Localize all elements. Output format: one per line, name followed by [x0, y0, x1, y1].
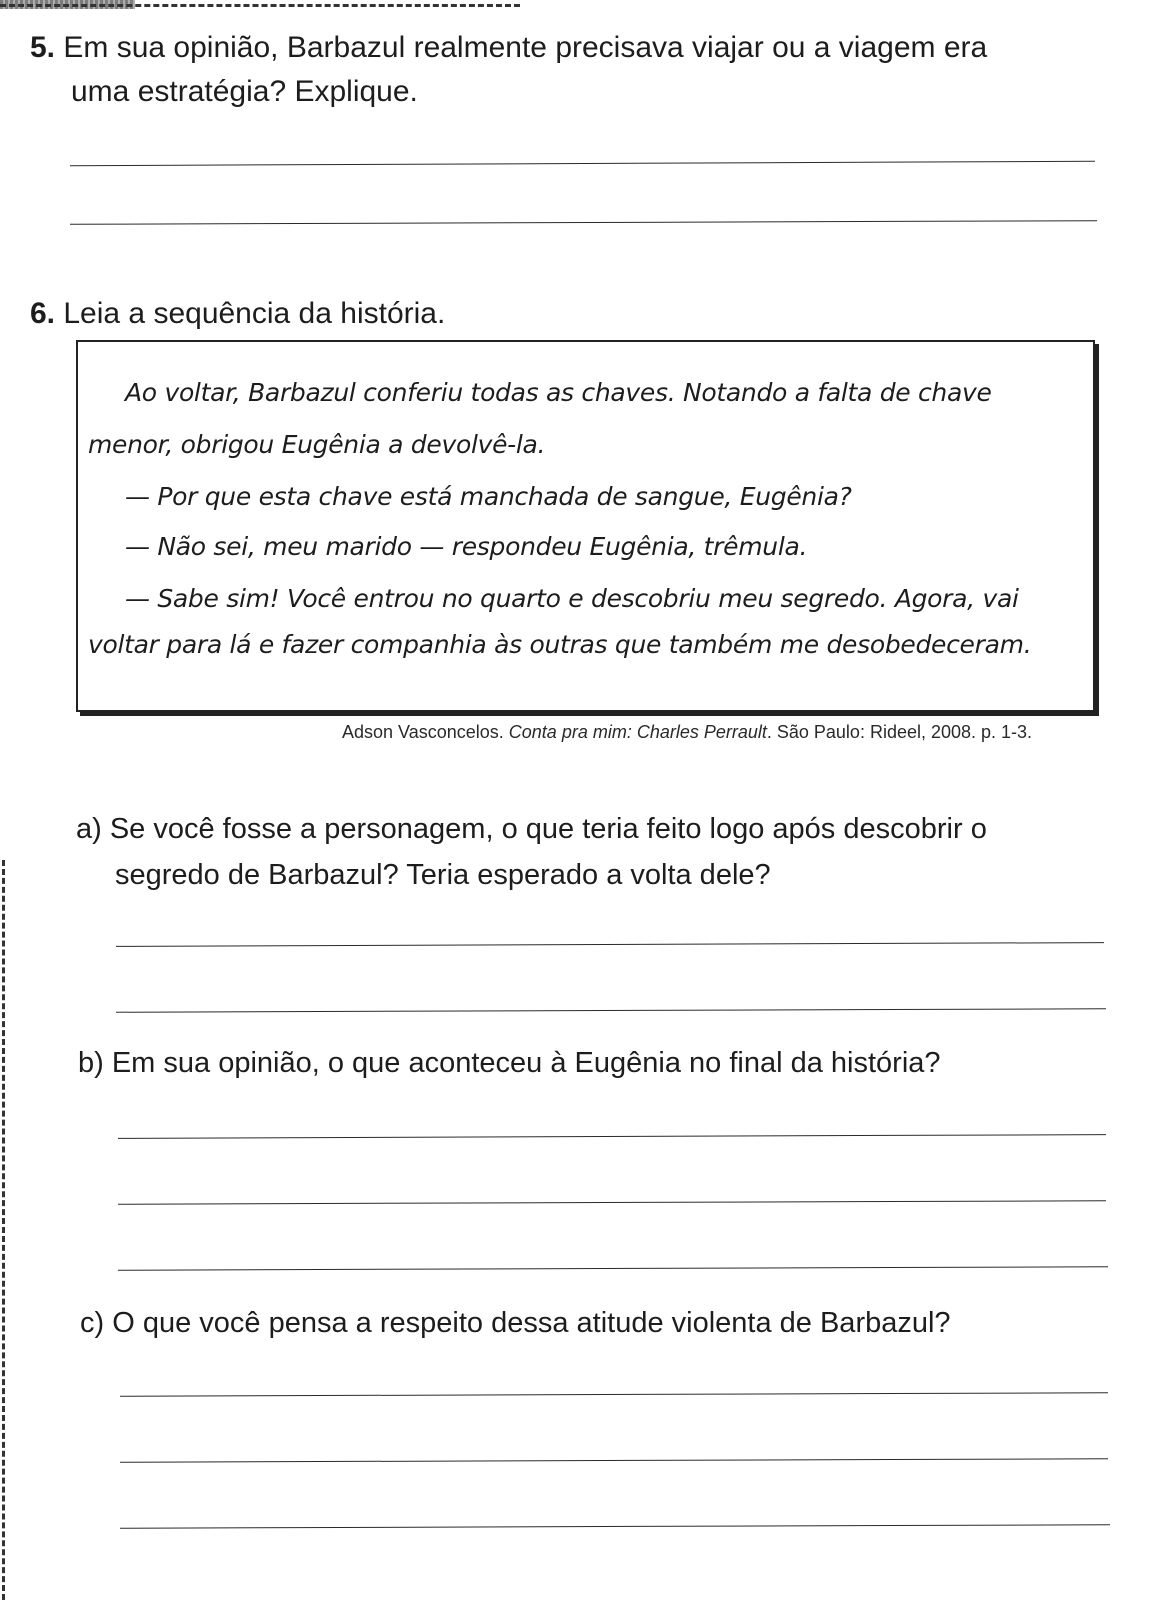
question-6-text: Leia a sequência da história. [63, 297, 446, 330]
sub-question-c [80, 1300, 951, 1346]
sub-question-a-line1: a) Se você fosse a personagem, o que teria feito logo após descobrir o [76, 813, 987, 845]
citation-publisher: . São Paulo: Rideel, 2008. p. 1-3. [766, 722, 1033, 742]
answer-line[interactable] [116, 1008, 1106, 1012]
answer-line[interactable] [118, 1200, 1106, 1204]
cut-line-top [0, 4, 520, 7]
story-line: voltar para lá e fazer companhia às outras que também me desobedeceram. [88, 630, 1032, 659]
citation-author: Adson Vasconcelos. [342, 722, 504, 742]
story-line: — Não sei, meu marido — respondeu Eugênia, trêmula. [125, 532, 808, 561]
story-line: menor, obrigou Eugênia a devolvê-la. [88, 430, 546, 459]
answer-line[interactable] [120, 1392, 1108, 1396]
sub-question-a [76, 806, 987, 898]
sub-question-b [78, 1040, 941, 1086]
sub-question-b-line1: b) Em sua opinião, o que aconteceu à Eugênia no final da história? [78, 1047, 941, 1079]
question-5-text-line1: Em sua opinião, Barbazul realmente precisava viajar ou a viagem era [63, 31, 988, 64]
answer-line[interactable] [118, 1134, 1106, 1139]
citation-title: Conta pra mim: Charles Perrault [508, 722, 767, 742]
cut-line-left [2, 860, 5, 1600]
sub-question-c-line1: c) O que você pensa a respeito dessa atitude violenta de Barbazul? [80, 1307, 951, 1339]
source-citation [342, 722, 1032, 743]
answer-line[interactable] [116, 942, 1104, 947]
question-5 [30, 26, 987, 114]
story-line: — Por que esta chave está manchada de sangue, Eugênia? [125, 482, 852, 511]
answer-line[interactable] [70, 161, 1095, 166]
question-6-number: 6. [30, 297, 56, 330]
story-line: — Sabe sim! Você entrou no quarto e descobriu meu segredo. Agora, vai [125, 584, 1019, 613]
answer-line[interactable] [70, 220, 1097, 225]
answer-line[interactable] [120, 1458, 1108, 1462]
question-6 [30, 292, 445, 336]
question-5-text-line2: uma estratégia? Explique. [71, 75, 418, 108]
story-line: Ao voltar, Barbazul conferiu todas as chaves. Notando a falta de chave [125, 378, 992, 407]
question-5-number: 5. [30, 31, 56, 64]
sub-question-a-line2: segredo de Barbazul? Teria esperado a volta dele? [115, 859, 771, 891]
answer-line[interactable] [120, 1524, 1110, 1528]
answer-line[interactable] [118, 1266, 1108, 1270]
